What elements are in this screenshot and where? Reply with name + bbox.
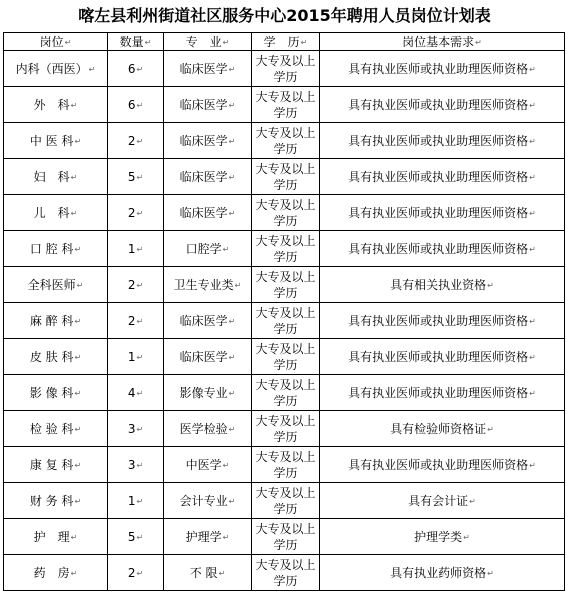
table-row bbox=[4, 303, 565, 339]
major-cell: 卫生专业类↵ bbox=[164, 267, 252, 303]
return-mark-icon: ↵ bbox=[136, 532, 144, 542]
education-cell: 大专及以上 学历 bbox=[252, 123, 320, 159]
education-cell: 大专及以上 学历 bbox=[252, 195, 320, 231]
return-mark-icon: ↵ bbox=[234, 281, 242, 290]
requirement-cell: 具有执业医师或执业助理医师资格↵ bbox=[320, 123, 565, 159]
table-row bbox=[4, 555, 565, 591]
position-cell: 财 务 科↵ bbox=[4, 483, 108, 519]
header-major: 专 业↵ bbox=[164, 33, 252, 51]
return-mark-icon: ↵ bbox=[136, 352, 144, 362]
major-cell: 临床医学↵ bbox=[164, 195, 252, 231]
table-row bbox=[4, 267, 565, 303]
position-cell: 内科（西医）↵ bbox=[4, 51, 108, 87]
header-education: 学 历↵ bbox=[252, 33, 320, 51]
position-cell: 护 理↵ bbox=[4, 519, 108, 555]
count-cell: 5↵ bbox=[108, 519, 164, 555]
table-row bbox=[4, 519, 565, 555]
return-mark-icon: ↵ bbox=[136, 208, 144, 218]
return-mark-icon: ↵ bbox=[136, 496, 144, 506]
major-cell: 会计专业↵ bbox=[164, 483, 252, 519]
return-mark-icon: ↵ bbox=[529, 389, 536, 398]
count-cell: 6↵ bbox=[108, 51, 164, 87]
count-cell: 2↵ bbox=[108, 123, 164, 159]
return-mark-icon: ↵ bbox=[136, 172, 144, 182]
return-mark-icon: ↵ bbox=[529, 137, 536, 146]
position-cell: 中 医 科↵ bbox=[4, 123, 108, 159]
return-mark-icon: ↵ bbox=[136, 388, 144, 398]
position-cell: 口 腔 科↵ bbox=[4, 231, 108, 267]
header-position: 岗位↵ bbox=[4, 33, 108, 51]
return-mark-icon: ↵ bbox=[222, 245, 230, 254]
return-mark-icon: ↵ bbox=[136, 64, 144, 74]
table-row bbox=[4, 87, 565, 123]
return-mark-icon: ↵ bbox=[144, 38, 152, 47]
major-cell: 口腔学↵ bbox=[164, 231, 252, 267]
major-cell: 临床医学↵ bbox=[164, 123, 252, 159]
return-mark-icon: ↵ bbox=[74, 245, 82, 254]
return-mark-icon: ↵ bbox=[463, 533, 470, 542]
return-mark-icon: ↵ bbox=[74, 317, 82, 326]
table-row bbox=[4, 123, 565, 159]
major-cell: 临床医学↵ bbox=[164, 339, 252, 375]
major-cell: 影像专业↵ bbox=[164, 375, 252, 411]
major-cell: 护理学↵ bbox=[164, 519, 252, 555]
return-mark-icon: ↵ bbox=[70, 173, 78, 182]
table-row bbox=[4, 195, 565, 231]
return-mark-icon: ↵ bbox=[228, 389, 236, 398]
requirement-cell: 具有执业医师或执业助理医师资格↵ bbox=[320, 51, 565, 87]
return-mark-icon: ↵ bbox=[228, 65, 236, 74]
return-mark-icon: ↵ bbox=[228, 353, 236, 362]
return-mark-icon: ↵ bbox=[228, 173, 236, 182]
return-mark-icon: ↵ bbox=[136, 568, 144, 578]
count-cell: 1↵ bbox=[108, 231, 164, 267]
major-cell: 中医学↵ bbox=[164, 447, 252, 483]
return-mark-icon: ↵ bbox=[76, 281, 84, 290]
count-cell: 2↵ bbox=[108, 303, 164, 339]
return-mark-icon: ↵ bbox=[487, 281, 494, 290]
position-cell: 全科医师↵ bbox=[4, 267, 108, 303]
requirement-cell: 具有执业医师或执业助理医师资格↵ bbox=[320, 195, 565, 231]
return-mark-icon: ↵ bbox=[74, 461, 82, 470]
education-cell: 大专及以上 学历 bbox=[252, 447, 320, 483]
count-cell: 2↵ bbox=[108, 267, 164, 303]
return-mark-icon: ↵ bbox=[228, 209, 236, 218]
major-cell: 医学检验↵ bbox=[164, 411, 252, 447]
education-cell: 大专及以上 学历 bbox=[252, 375, 320, 411]
return-mark-icon: ↵ bbox=[64, 38, 72, 47]
return-mark-icon: ↵ bbox=[136, 316, 144, 326]
count-cell: 1↵ bbox=[108, 339, 164, 375]
return-mark-icon: ↵ bbox=[228, 137, 236, 146]
table-row bbox=[4, 483, 565, 519]
requirement-cell: 具有检验师资格证↵ bbox=[320, 411, 565, 447]
return-mark-icon: ↵ bbox=[70, 533, 78, 542]
return-mark-icon: ↵ bbox=[222, 38, 230, 47]
return-mark-icon: ↵ bbox=[529, 245, 536, 254]
requirement-cell: 具有执业医师或执业助理医师资格↵ bbox=[320, 159, 565, 195]
major-cell: 临床医学↵ bbox=[164, 51, 252, 87]
return-mark-icon: ↵ bbox=[228, 497, 236, 506]
count-cell: 1↵ bbox=[108, 483, 164, 519]
count-cell: 3↵ bbox=[108, 411, 164, 447]
document-title: 喀左县利州街道社区服务中心2015年聘用人员岗位计划表 bbox=[78, 6, 491, 25]
return-mark-icon: ↵ bbox=[74, 497, 82, 506]
return-mark-icon: ↵ bbox=[136, 244, 144, 254]
header-count: 数量↵ bbox=[108, 33, 164, 51]
education-cell: 大专及以上 学历 bbox=[252, 159, 320, 195]
return-mark-icon: ↵ bbox=[70, 569, 78, 578]
education-cell: 大专及以上 学历 bbox=[252, 231, 320, 267]
return-mark-icon: ↵ bbox=[136, 100, 144, 110]
return-mark-icon: ↵ bbox=[475, 38, 482, 47]
table-row bbox=[4, 375, 565, 411]
return-mark-icon: ↵ bbox=[487, 569, 494, 578]
table-body bbox=[4, 51, 565, 591]
return-mark-icon: ↵ bbox=[218, 569, 226, 578]
return-mark-icon: ↵ bbox=[529, 209, 536, 218]
requirement-cell: 具有执业药师资格↵ bbox=[320, 555, 565, 591]
requirement-cell: 具有相关执业资格↵ bbox=[320, 267, 565, 303]
requirement-cell: 具有会计证↵ bbox=[320, 483, 565, 519]
requirement-cell: 具有执业医师或执业助理医师资格↵ bbox=[320, 87, 565, 123]
return-mark-icon: ↵ bbox=[300, 38, 308, 47]
return-mark-icon: ↵ bbox=[74, 353, 82, 362]
count-cell: 2↵ bbox=[108, 195, 164, 231]
return-mark-icon: ↵ bbox=[529, 317, 536, 326]
return-mark-icon: ↵ bbox=[88, 65, 96, 74]
education-cell: 大专及以上 学历 bbox=[252, 51, 320, 87]
major-cell: 临床医学↵ bbox=[164, 159, 252, 195]
return-mark-icon: ↵ bbox=[136, 460, 144, 470]
return-mark-icon: ↵ bbox=[70, 209, 78, 218]
position-cell: 外 科↵ bbox=[4, 87, 108, 123]
major-cell: 不 限↵ bbox=[164, 555, 252, 591]
position-cell: 儿 科↵ bbox=[4, 195, 108, 231]
table-row bbox=[4, 447, 565, 483]
education-cell: 大专及以上 学历 bbox=[252, 555, 320, 591]
count-cell: 3↵ bbox=[108, 447, 164, 483]
count-cell: 5↵ bbox=[108, 159, 164, 195]
requirement-cell: 具有执业医师或执业助理医师资格↵ bbox=[320, 339, 565, 375]
table-row bbox=[4, 159, 565, 195]
return-mark-icon: ↵ bbox=[228, 317, 236, 326]
recruitment-plan-table bbox=[3, 32, 565, 591]
return-mark-icon: ↵ bbox=[529, 461, 536, 470]
count-cell: 6↵ bbox=[108, 87, 164, 123]
return-mark-icon: ↵ bbox=[228, 425, 236, 434]
education-cell: 大专及以上 学历 bbox=[252, 267, 320, 303]
table-row bbox=[4, 411, 565, 447]
count-cell: 2↵ bbox=[108, 555, 164, 591]
return-mark-icon: ↵ bbox=[70, 101, 78, 110]
education-cell: 大专及以上 学历 bbox=[252, 87, 320, 123]
table-row bbox=[4, 231, 565, 267]
return-mark-icon: ↵ bbox=[136, 280, 144, 290]
position-cell: 药 房↵ bbox=[4, 555, 108, 591]
major-cell: 临床医学↵ bbox=[164, 303, 252, 339]
header-requirement: 岗位基本需求↵ bbox=[320, 33, 565, 51]
major-cell: 临床医学↵ bbox=[164, 87, 252, 123]
return-mark-icon: ↵ bbox=[136, 136, 144, 146]
table-header-row bbox=[4, 33, 565, 51]
requirement-cell: 具有执业医师或执业助理医师资格↵ bbox=[320, 231, 565, 267]
education-cell: 大专及以上 学历 bbox=[252, 519, 320, 555]
requirement-cell: 具有执业医师或执业助理医师资格↵ bbox=[320, 303, 565, 339]
position-cell: 康 复 科↵ bbox=[4, 447, 108, 483]
return-mark-icon: ↵ bbox=[222, 461, 230, 470]
return-mark-icon: ↵ bbox=[136, 424, 144, 434]
return-mark-icon: ↵ bbox=[529, 101, 536, 110]
requirement-cell: 具有执业医师或执业助理医师资格↵ bbox=[320, 375, 565, 411]
position-cell: 检 验 科↵ bbox=[4, 411, 108, 447]
position-cell: 麻 醉 科↵ bbox=[4, 303, 108, 339]
education-cell: 大专及以上 学历 bbox=[252, 339, 320, 375]
return-mark-icon: ↵ bbox=[529, 65, 536, 74]
requirement-cell: 具有执业医师或执业助理医师资格↵ bbox=[320, 447, 565, 483]
count-cell: 4↵ bbox=[108, 375, 164, 411]
table-row bbox=[4, 339, 565, 375]
education-cell: 大专及以上 学历 bbox=[252, 483, 320, 519]
return-mark-icon: ↵ bbox=[74, 389, 82, 398]
position-cell: 皮 肤 科↵ bbox=[4, 339, 108, 375]
return-mark-icon: ↵ bbox=[228, 101, 236, 110]
education-cell: 大专及以上 学历 bbox=[252, 411, 320, 447]
return-mark-icon: ↵ bbox=[469, 497, 476, 506]
position-cell: 妇 科↵ bbox=[4, 159, 108, 195]
return-mark-icon: ↵ bbox=[74, 137, 82, 146]
return-mark-icon: ↵ bbox=[487, 425, 494, 434]
return-mark-icon: ↵ bbox=[74, 425, 82, 434]
return-mark-icon: ↵ bbox=[222, 533, 230, 542]
education-cell: 大专及以上 学历 bbox=[252, 303, 320, 339]
return-mark-icon: ↵ bbox=[529, 353, 536, 362]
requirement-cell: 护理学类↵ bbox=[320, 519, 565, 555]
return-mark-icon: ↵ bbox=[529, 173, 536, 182]
position-cell: 影 像 科↵ bbox=[4, 375, 108, 411]
table-row bbox=[4, 51, 565, 87]
